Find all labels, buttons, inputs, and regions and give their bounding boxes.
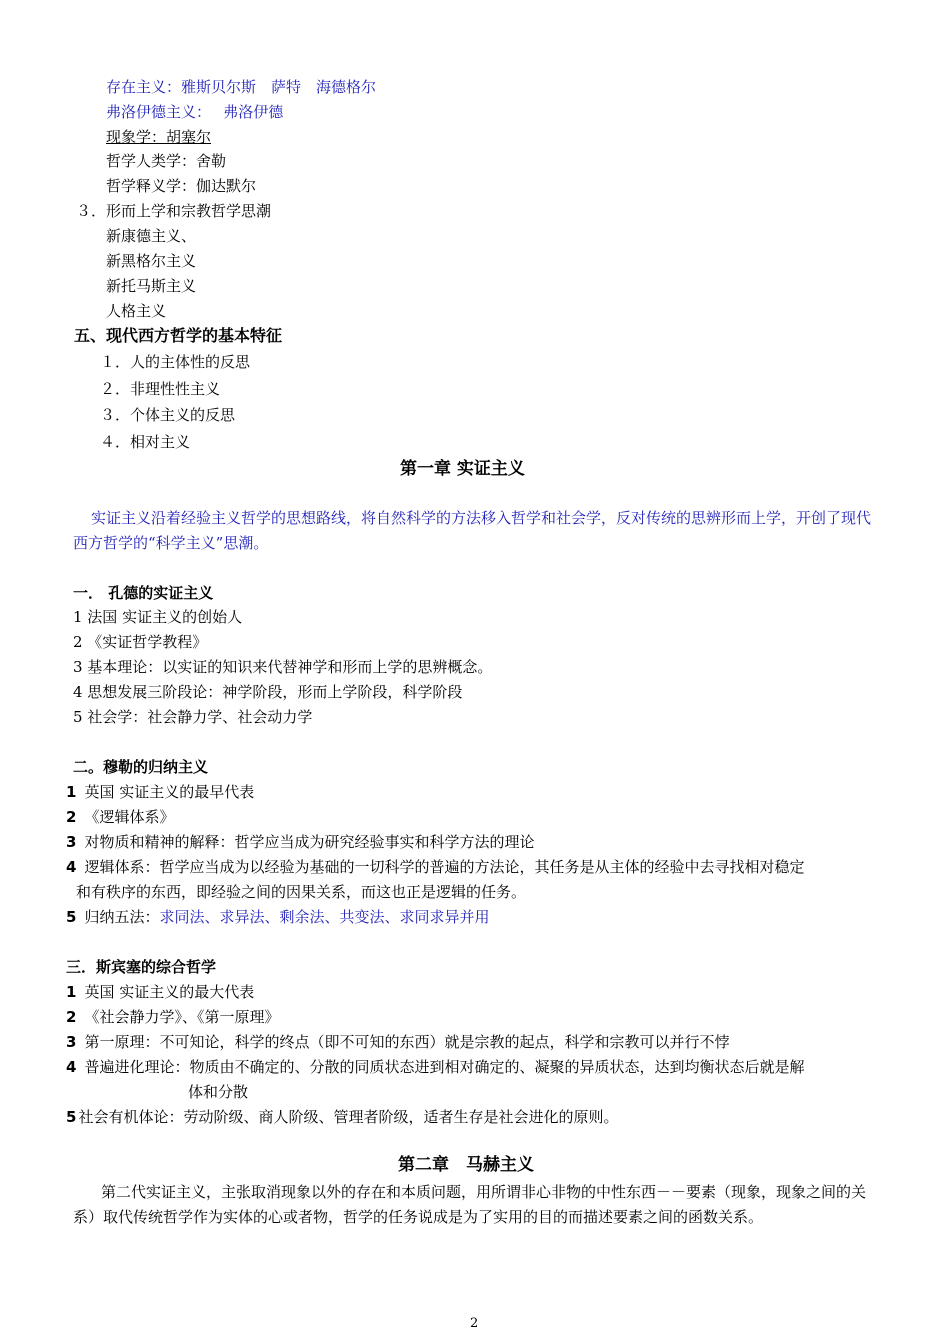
mill-title: 二。穆勒的归纳主义	[73, 758, 209, 776]
spencer-item	[66, 1107, 618, 1127]
spencer-item-number: 3	[66, 1033, 77, 1051]
comte-item: 4 思想发展三阶段论：神学阶段，形而上学阶段，科学阶段	[73, 683, 463, 701]
mill-item-text: 《逻辑体系》	[84, 808, 175, 826]
mill-item-number: 3	[66, 833, 77, 851]
phenomenology-line: 现象学：胡塞尔	[106, 128, 212, 146]
spencer-item	[66, 1032, 729, 1052]
spencer-item-text: 普遍进化理论：物质由不确定的、分散的同质状态进到相对确定的、凝聚的异质状态，达到均衡状态后就是解	[84, 1058, 805, 1076]
philosophical-anthropology-line: 哲学人类学：舍勒	[106, 152, 227, 170]
mill-item-text: 归纳五法：	[84, 908, 160, 926]
spencer-item	[66, 982, 254, 1002]
section5-item: ４．相对主义	[100, 433, 191, 451]
mill-item-text: 逻辑体系：哲学应当成为以经验为基础的一切科学的普遍的方法论，其任务是从主体的经验中去寻找相对稳定	[84, 858, 805, 876]
spencer-item-number: 4	[66, 1058, 77, 1076]
mill-item	[66, 857, 804, 877]
chapter1-intro: 实证主义沿着经验主义哲学的思想路线，将自然科学的方法移入哲学和社会学，反对传统的思辨形而上学，开创了现代西方哲学的“科学主义”思潮。	[73, 509, 872, 552]
section5-item: １．人的主体性的反思	[100, 353, 251, 371]
section5-item: ２．非理性性主义	[100, 380, 221, 398]
spencer-item-text: 社会有机体论：劳动阶级、商人阶级、管理者阶级，适者生存是社会进化的原则。	[78, 1108, 619, 1126]
mill-item	[66, 832, 534, 852]
neo-kantianism-line: 新康德主义、	[106, 227, 197, 245]
spencer-item-number: 5	[66, 1108, 77, 1126]
spencer-item	[66, 1057, 804, 1077]
comte-item: 5 社会学：社会静力学、社会动力学	[73, 708, 313, 726]
neo-thomism-line: 新托马斯主义	[106, 277, 197, 295]
comte-item: 3 基本理论：以实证的知识来代替神学和形而上学的思辨概念。	[73, 658, 493, 676]
mill-item-continuation: 和有秩序的东西，即经验之间的因果关系，而这也正是逻辑的任务。	[76, 883, 527, 901]
mill-item-text: 英国 实证主义的最早代表	[84, 783, 255, 801]
hermeneutics-line: 哲学释义学：伽达默尔	[106, 177, 257, 195]
metaphysics-heading: ３．形而上学和宗教哲学思潮	[76, 202, 272, 220]
personalism-line: 人格主义	[106, 302, 167, 320]
page-number: 2	[470, 1316, 479, 1331]
chapter2-title: 第二章 马赫主义	[398, 1155, 534, 1175]
spencer-item-number: 1	[66, 983, 77, 1001]
spencer-item-continuation: 体和分散	[188, 1083, 249, 1101]
mill-item-number: 2	[66, 808, 77, 826]
induction-methods: 求同法、求异法、剩余法、共变法、求同求异并用	[159, 908, 490, 926]
spencer-item-number: 2	[66, 1008, 77, 1026]
mill-item	[66, 907, 489, 927]
comte-item: 1 法国 实证主义的创始人	[73, 608, 243, 626]
existentialism-line: 存在主义：雅斯贝尔斯 萨特 海德格尔	[106, 78, 377, 96]
section5-title: 五、现代西方哲学的基本特征	[74, 326, 283, 345]
mill-item-text: 对物质和精神的解释：哲学应当成为研究经验事实和科学方法的理论	[84, 833, 535, 851]
chapter2-intro: 第二代实证主义，主张取消现象以外的存在和本质问题，用所谓非心非物的中性东西－－要素（现象，现象之间的关系）取代传统哲学作为实体的心或者物，哲学的任务说成是为了实用的目的而描述要素之间的函数关系。	[73, 1183, 867, 1226]
spencer-item-text: 《社会静力学》、《第一原理》	[84, 1008, 280, 1026]
mill-item-number: 5	[66, 908, 77, 926]
mill-item	[66, 782, 254, 802]
mill-item-number: 1	[66, 783, 77, 801]
comte-title: 一． 孔德的实证主义	[73, 584, 214, 602]
mill-item-number: 4	[66, 858, 77, 876]
neo-hegelianism-line: 新黑格尔主义	[106, 252, 197, 270]
spencer-item	[66, 1007, 279, 1027]
section5-item: ３．个体主义的反思	[100, 406, 236, 424]
spencer-title: 三．斯宾塞的综合哲学	[66, 958, 217, 976]
spencer-item-text: 第一原理：不可知论，科学的终点（即不可知的东西）就是宗教的起点，科学和宗教可以并行不悖	[84, 1033, 730, 1051]
spencer-item-text: 英国 实证主义的最大代表	[84, 983, 255, 1001]
freudianism-line: 弗洛伊德主义： 弗洛伊德	[106, 103, 284, 121]
comte-item: 2 《实证哲学教程》	[73, 633, 208, 651]
mill-item	[66, 807, 174, 827]
chapter1-title: 第一章 实证主义	[400, 459, 525, 479]
